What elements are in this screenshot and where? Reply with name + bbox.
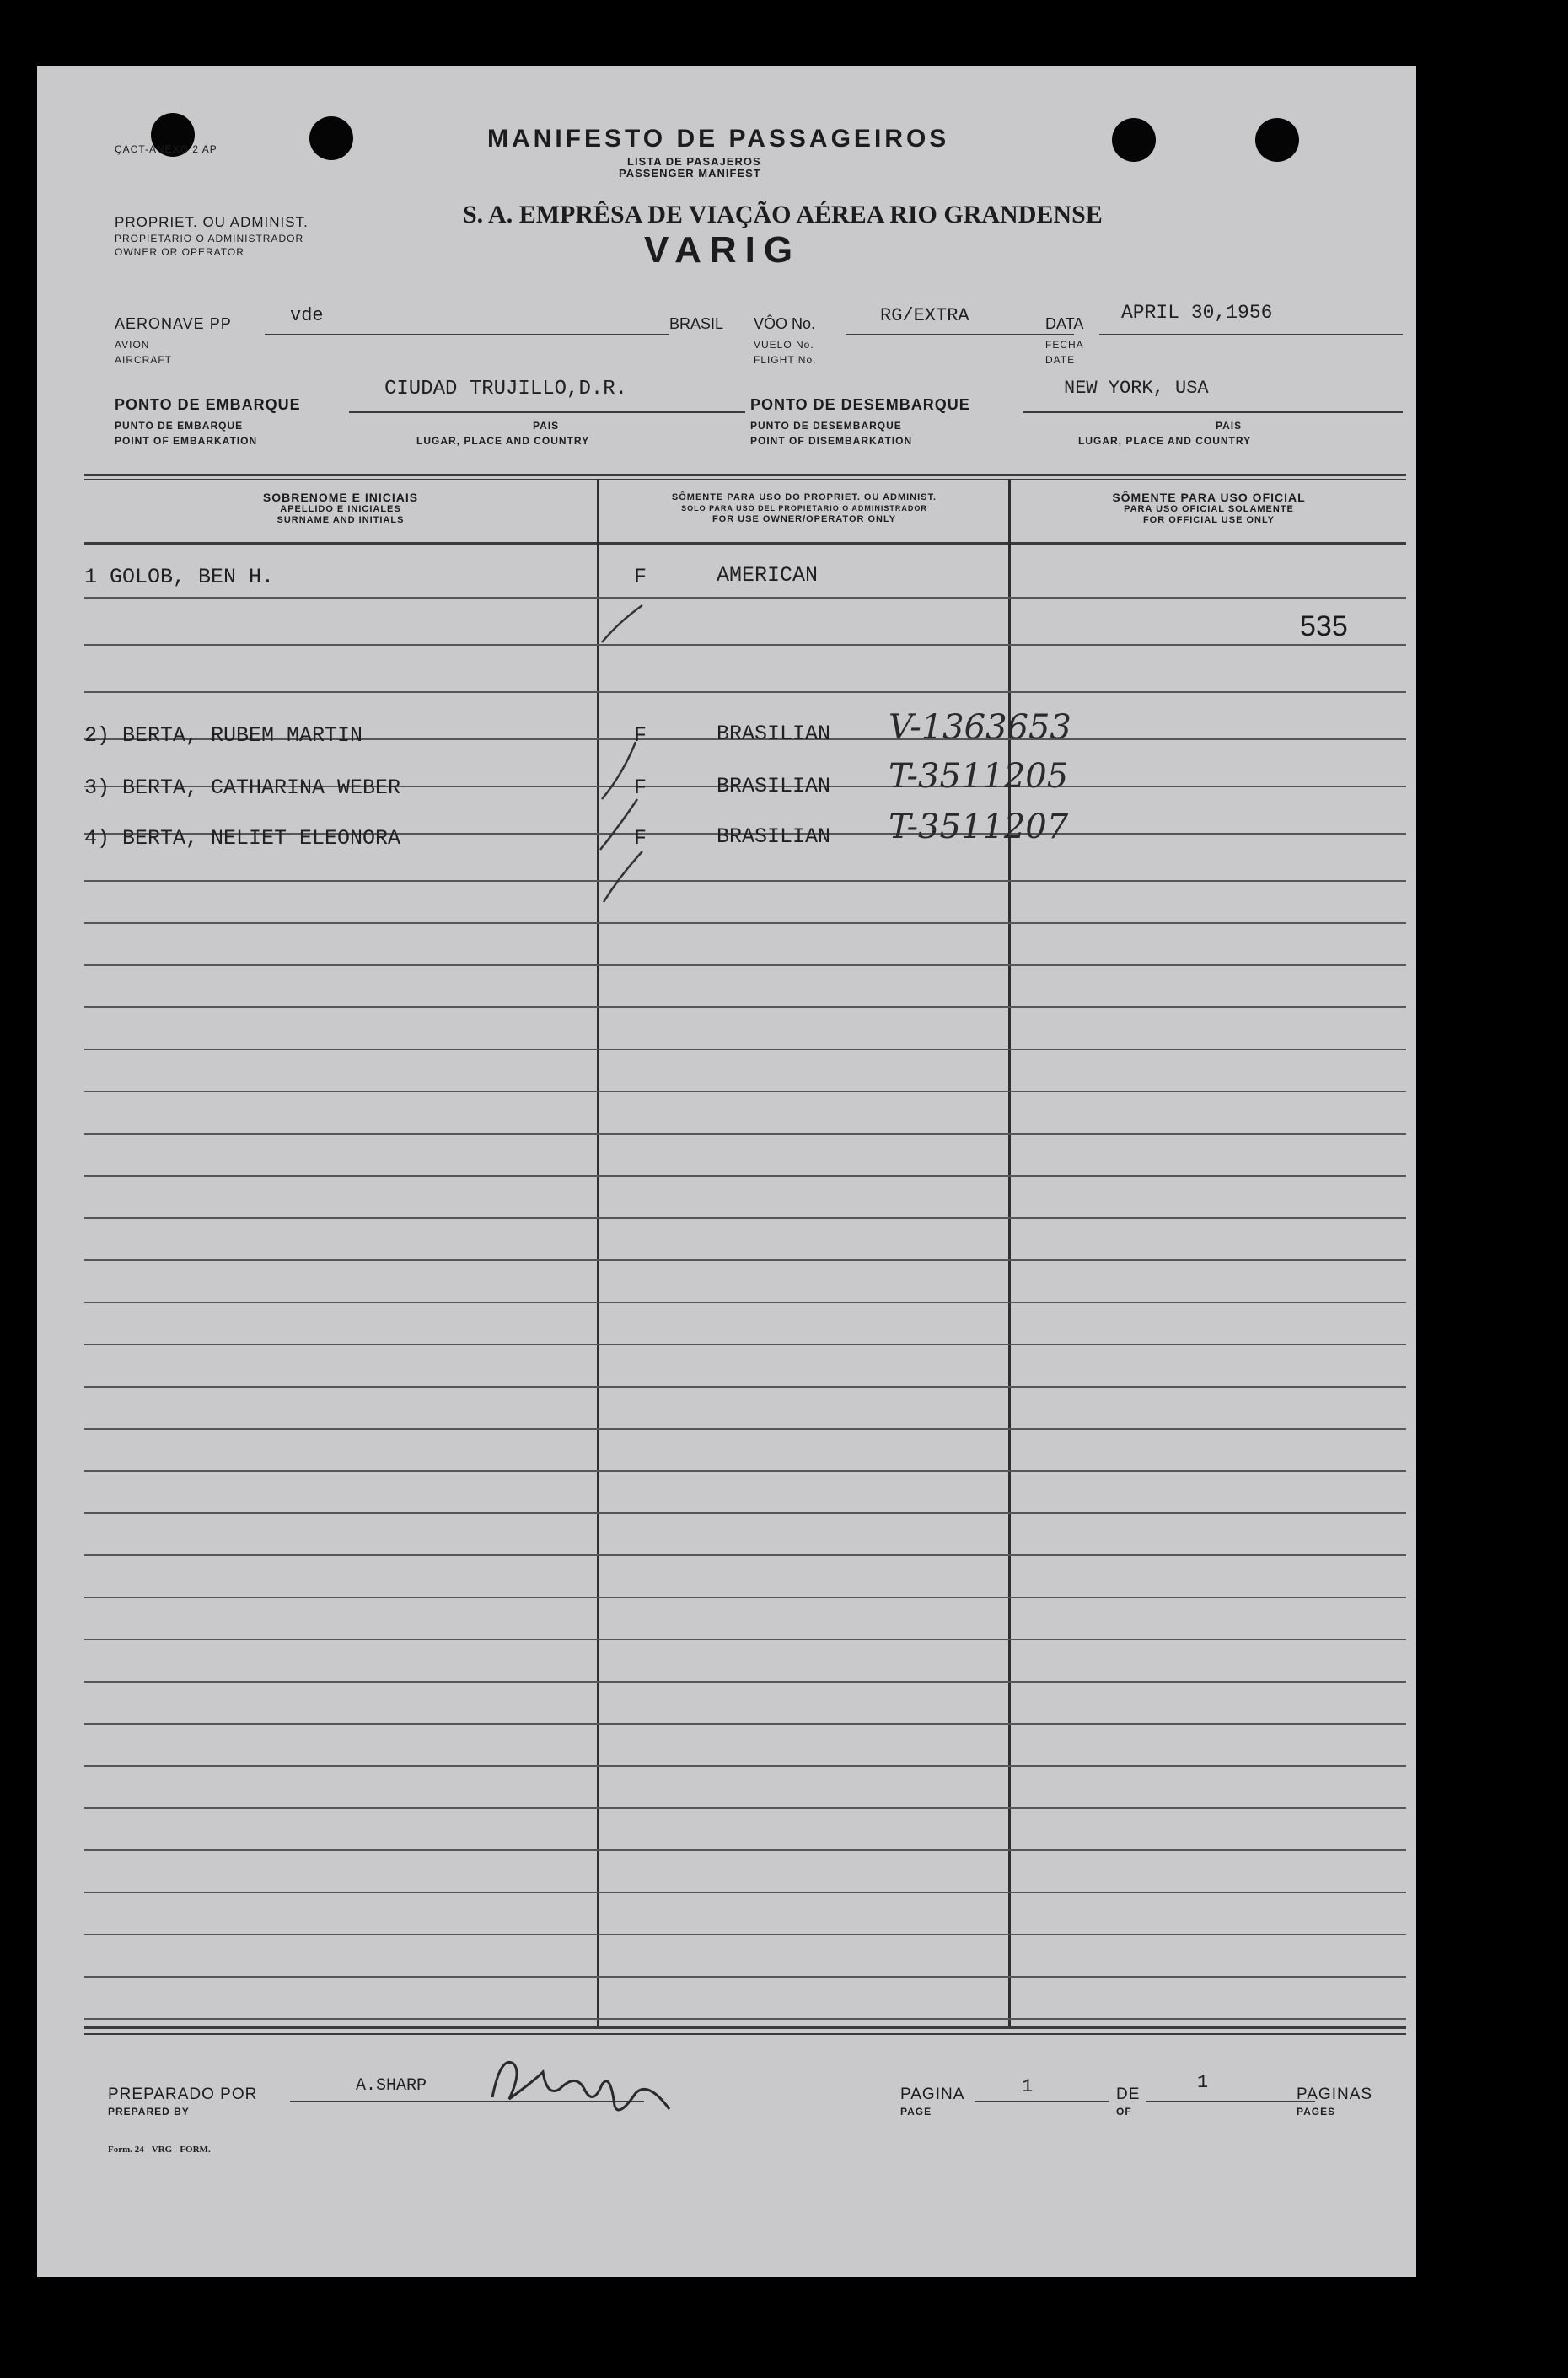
embark-label-es: PUNTO DE EMBARQUE	[115, 420, 244, 432]
table-rule-line	[84, 1428, 1406, 1430]
company-short-name: VARIG	[644, 229, 802, 271]
disembark-label: PONTO DE DESEMBARQUE	[750, 396, 970, 413]
table-rule-line	[84, 1470, 1406, 1472]
table-rule-line	[84, 597, 1406, 599]
table-rule-line	[84, 1849, 1406, 1851]
punch-hole	[1255, 118, 1299, 162]
page-label: PAGINA	[900, 2085, 965, 2103]
table-rule-line	[84, 880, 1406, 882]
check-mark	[600, 799, 637, 850]
disembark-line	[1023, 411, 1403, 413]
table-rule-line	[84, 1512, 1406, 1514]
manifest-sheet	[37, 66, 1416, 2277]
table-rule-line	[84, 922, 1406, 924]
column-header-title: SÔMENTE PARA USO DO PROPRIET. OU ADMINIST.	[671, 492, 937, 502]
column-header-surname	[84, 491, 597, 526]
pages-label-en: PAGES	[1297, 2106, 1336, 2118]
check-mark	[604, 851, 642, 902]
column-header-es: APELLIDO E INICIALES	[280, 504, 401, 514]
table-rule-line	[84, 1597, 1406, 1598]
passenger-name: 4) BERTA, NELIET ELEONORA	[84, 826, 401, 851]
table-rule-line	[84, 1554, 1406, 1556]
aircraft-value: vde	[290, 305, 324, 326]
date-label-es: FECHA	[1045, 339, 1084, 351]
owner-label: PROPRIET. OU ADMINIST.	[115, 214, 309, 230]
passenger-sex: F	[634, 776, 647, 800]
flight-no-label-en: FLIGHT No.	[754, 354, 817, 366]
table-rule-line	[84, 1344, 1406, 1345]
owner-label-es: PROPIETARIO O ADMINISTRADOR	[115, 233, 304, 244]
check-marks	[543, 555, 644, 926]
table-rule-line	[84, 1091, 1406, 1092]
date-label-en: DATE	[1045, 354, 1076, 366]
table-rule-line	[84, 691, 1406, 693]
passenger-name: 3) BERTA, CATHARINA WEBER	[84, 776, 401, 800]
table-rule-line	[84, 1681, 1406, 1683]
table-header-rule	[84, 542, 1406, 545]
prepared-value: A.SHARP	[356, 2076, 427, 2096]
owner-label-en: OWNER OR OPERATOR	[115, 246, 244, 258]
column-header-en: FOR OFFICIAL USE ONLY	[1142, 515, 1275, 525]
passenger-note: T-3511205	[889, 757, 1069, 796]
column-header-en: SURNAME AND INITIALS	[277, 515, 405, 525]
prepared-label-en: PREPARED BY	[108, 2106, 190, 2118]
passenger-sex: F	[634, 826, 647, 851]
passenger-nationality: AMERICAN	[717, 563, 819, 588]
disembark-label-es: PUNTO DE DESEMBARQUE	[750, 420, 902, 432]
table-rule-line	[84, 2018, 1406, 2020]
table-rule-line	[84, 1133, 1406, 1135]
passenger-sex: F	[634, 723, 647, 748]
page-value: 1	[1022, 2076, 1034, 2097]
signature	[475, 2047, 678, 2123]
passenger-nationality: BRASILIAN	[717, 722, 831, 746]
page-label-en: PAGE	[900, 2106, 932, 2118]
of-line	[1146, 2101, 1315, 2102]
punch-hole	[1112, 118, 1156, 162]
passenger-note: T-3511207	[889, 808, 1069, 846]
company-name: S. A. EMPRÊSA DE VIAÇÃO AÉREA RIO GRANDENSE	[463, 201, 1103, 228]
punch-hole	[309, 116, 353, 160]
embark-line	[349, 411, 745, 413]
of-label-en: OF	[1116, 2106, 1132, 2118]
date-value: APRIL 30,1956	[1121, 302, 1273, 324]
table-rule-line	[84, 1259, 1406, 1261]
table-rule-line	[84, 1934, 1406, 1935]
flight-no-value: RG/EXTRA	[880, 305, 969, 326]
table-rule-line	[84, 1976, 1406, 1978]
table-top-rule-2	[84, 479, 1406, 480]
disembark-label-en: POINT OF DISEMBARKATION	[750, 435, 913, 447]
embark-label: PONTO DE EMBARQUE	[115, 396, 301, 413]
table-rule-line	[84, 1765, 1406, 1767]
check-mark	[602, 605, 642, 642]
date-line	[1099, 334, 1403, 335]
check-mark	[602, 742, 636, 799]
prepared-label: PREPARADO POR	[108, 2085, 258, 2103]
pages-label: PAGINAS	[1297, 2085, 1373, 2103]
table-rule-line	[84, 964, 1406, 966]
date-label: DATA	[1045, 315, 1084, 332]
flight-no-label-es: VUELO No.	[754, 339, 814, 351]
column-header-en: FOR USE OWNER/OPERATOR ONLY	[712, 514, 897, 524]
embark-value: CIUDAD TRUJILLO,D.R.	[384, 378, 628, 400]
of-value: 1	[1197, 2072, 1209, 2093]
passenger-sex: F	[634, 565, 647, 589]
embark-sub-pais: PAIS	[533, 420, 560, 432]
passenger-note: V-1363653	[889, 708, 1071, 747]
table-rule-line	[84, 1175, 1406, 1177]
column-header-title: SOBRENOME E INICIAIS	[262, 491, 419, 504]
flight-no-label: VÔO No.	[754, 315, 816, 332]
disembark-value: NEW YORK, USA	[1064, 378, 1209, 399]
of-label: DE	[1116, 2085, 1141, 2103]
table-rule-line	[84, 1639, 1406, 1640]
table-rule-line	[84, 644, 1406, 646]
form-subtitle-en: PASSENGER MANIFEST	[619, 167, 761, 180]
aircraft-label: AERONAVE PP	[115, 315, 232, 332]
passenger-nationality: BRASILIAN	[717, 774, 831, 798]
table-bottom-rule-2	[84, 2033, 1406, 2035]
passenger-nationality: BRASILIAN	[717, 824, 831, 849]
form-code: Form. 24 - VRG - FORM.	[108, 2144, 211, 2155]
table-rule-line	[84, 1049, 1406, 1050]
column-header-owner	[600, 492, 1008, 525]
form-subtitle-es: LISTA DE PASAJEROS	[627, 155, 761, 168]
table-rule-line	[84, 1723, 1406, 1725]
passenger-name: 2) BERTA, RUBEM MARTIN	[84, 723, 363, 748]
embark-sub: LUGAR, PLACE AND COUNTRY	[416, 435, 590, 447]
table-rule-line	[84, 1006, 1406, 1008]
annex-code: ÇACT-ANEXO 2 AP	[115, 143, 217, 155]
table-rule-line	[84, 1807, 1406, 1809]
passenger-name: 1 GOLOB, BEN H.	[84, 565, 275, 589]
disembark-sub-pais: PAIS	[1216, 420, 1243, 432]
column-header-title: SÔMENTE PARA USO OFICIAL	[1112, 491, 1306, 504]
flight-no-line	[846, 334, 1074, 335]
aircraft-label-es: AVION	[115, 339, 150, 351]
column-header-es: PARA USO OFICIAL SOLAMENTE	[1124, 504, 1294, 514]
table-top-rule	[84, 474, 1406, 476]
embark-label-en: POINT OF EMBARKATION	[115, 435, 258, 447]
table-bottom-rule	[84, 2026, 1406, 2029]
table-rule-line	[84, 1892, 1406, 1893]
column-header-official	[1012, 491, 1406, 526]
form-title: MANIFESTO DE PASSAGEIROS	[487, 125, 950, 153]
official-number: 535	[1300, 610, 1348, 642]
disembark-sub: LUGAR, PLACE AND COUNTRY	[1078, 435, 1252, 447]
aircraft-label-en: AIRCRAFT	[115, 354, 172, 366]
table-rule-line	[84, 1217, 1406, 1219]
table-rule-line	[84, 1302, 1406, 1303]
table-rule-line	[84, 1386, 1406, 1388]
column-header-es: SOLO PARA USO DEL PROPIETARIO O ADMINISTRADOR	[681, 504, 927, 513]
country-label: BRASIL	[669, 315, 724, 332]
page-line	[975, 2101, 1109, 2102]
aircraft-line	[265, 334, 669, 335]
